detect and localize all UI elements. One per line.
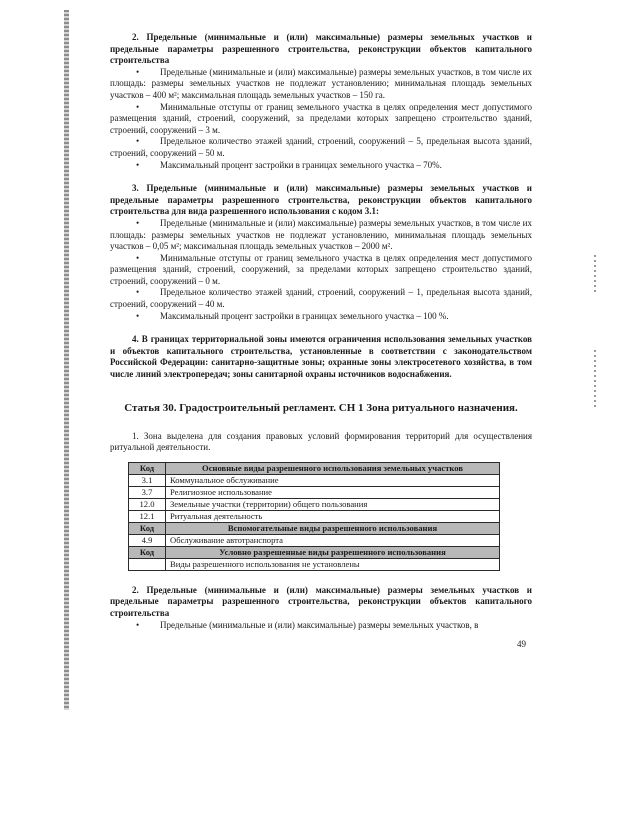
scan-mark: [594, 350, 596, 410]
table-row: [129, 534, 500, 546]
restrictions-note: 4. В границах территориальной зоны имеются ограничения использования земельных участков и объектов капитального строительства, установленные в соответствии с законодательством Российской Федерации: санитарно-защитные зоны; охранные зоны электросетевого хозяйства, в том числе линий электропередач; зоны санитарной охраны источников водоснабжения.: [110, 334, 532, 380]
list-item: • Минимальные отступы от границ земельного участка в целях определения мест допустимого размещения зданий, строений, сооружений, за пределами которых запрещено строительство зданий, строений, сооружений – 3 м.: [110, 101, 532, 135]
table-header-row: [129, 462, 500, 474]
section-heading: 2. Предельные (минимальные и (или) максимальные) размеры земельных участков и предельные параметры разрешенного строительства, реконструкции объектов капитального строительства: [110, 32, 532, 66]
table-cell: Ритуальная деятельность: [166, 510, 500, 522]
table-cell: Коммунальное обслуживание: [166, 474, 500, 486]
table-row: [129, 474, 500, 486]
list-item: • Предельное количество этажей зданий, строений, сооружений – 1, предельная высота зданий, строений, сооружений – 40 м.: [110, 287, 532, 310]
table-header-cell: Код: [129, 546, 166, 558]
list-item: • Предельные (минимальные и (или) максимальные) размеры земельных участков, в том числе их площадь: размеры земельных участков не подлежат установлению; минимальная площадь земельных участков – 400 м²; максимальная площадь земельных участков – 150 га.: [110, 66, 532, 100]
table-header-row: [129, 546, 500, 558]
table-cell: 3.1: [129, 474, 166, 486]
page-number: 49: [517, 639, 526, 649]
table-header-cell: Условно разрешенные виды разрешенного использования: [166, 546, 500, 558]
table-header-cell: Код: [129, 462, 166, 474]
bullet-icon: •: [136, 66, 140, 77]
bullet-icon: •: [136, 252, 140, 263]
section-heading: 2. Предельные (минимальные и (или) максимальные) размеры земельных участков и предельные параметры разрешенного строительства, реконструкции объектов капитального строительства: [110, 584, 532, 618]
section-heading: 3. Предельные (минимальные и (или) максимальные) размеры земельных участков и предельные параметры разрешенного строительства, реконструкции объектов капитального строительства для вида разрешенного использования с кодом 3.1:: [110, 183, 532, 217]
table-header-row: [129, 522, 500, 534]
document-page: [110, 32, 532, 631]
table-cell: 12.0: [129, 498, 166, 510]
table-header-cell: Вспомогательные виды разрешенного использования: [166, 522, 500, 534]
bullet-icon: •: [136, 159, 140, 170]
table-cell: Земельные участки (территории) общего пользования: [166, 498, 500, 510]
table-cell: 4.9: [129, 534, 166, 546]
table-row: [129, 558, 500, 570]
table-cell: 12.1: [129, 510, 166, 522]
bullet-icon: •: [136, 101, 140, 112]
table-header-cell: Основные виды разрешенного использования земельных участков: [166, 462, 500, 474]
bullet-icon: •: [136, 287, 140, 298]
bullet-icon: •: [136, 310, 140, 321]
table-cell: 3.7: [129, 486, 166, 498]
list-item: • Предельные (минимальные и (или) максимальные) размеры земельных участков, в том числе их площадь: размеры земельных участков не подлежат установлению, минимальная площадь земельных участков – 0,05 м²; максимальная площадь земельных участков – 2000 м².: [110, 217, 532, 252]
bullet-icon: •: [136, 217, 140, 228]
list-item: • Максимальный процент застройки в границах земельного участка – 100 %.: [136, 310, 449, 321]
table-cell: Обслуживание автотранспорта: [166, 534, 500, 546]
binding-edge: [64, 10, 69, 710]
list-item: • Предельное количество этажей зданий, строений, сооружений – 5, предельная высота зданий, строений, сооружений – 50 м.: [110, 136, 532, 158]
table-cell: Виды разрешенного использования не установлены: [166, 558, 500, 570]
table-header-cell: Код: [129, 522, 166, 534]
bullet-icon: •: [136, 619, 140, 630]
article-title: Статья 30. Градостроительный регламент. СН 1 Зона ритуального назначения.: [124, 401, 518, 414]
list-item: • Минимальные отступы от границ земельного участка в целях определения мест допустимого размещения зданий, строений, сооружений, за пределами которых запрещено строительство зданий, строений, сооружений – 0 м.: [110, 252, 532, 286]
table-row: [129, 486, 500, 498]
bullet-icon: •: [136, 136, 140, 147]
table-cell: [129, 558, 166, 570]
table-row: [129, 510, 500, 522]
table-row: [129, 498, 500, 510]
table-cell: Религиозное использование: [166, 486, 500, 498]
land-use-table: [128, 462, 500, 571]
zone-intro: 1. Зона выделена для создания правовых условий формирования территорий для осуществления ритуальной деятельности.: [110, 430, 532, 453]
list-item: • Предельные (минимальные и (или) максимальные) размеры земельных участков, в: [136, 619, 479, 630]
list-item: • Максимальный процент застройки в границах земельного участка – 70%.: [136, 159, 442, 170]
scan-mark: [594, 255, 596, 295]
